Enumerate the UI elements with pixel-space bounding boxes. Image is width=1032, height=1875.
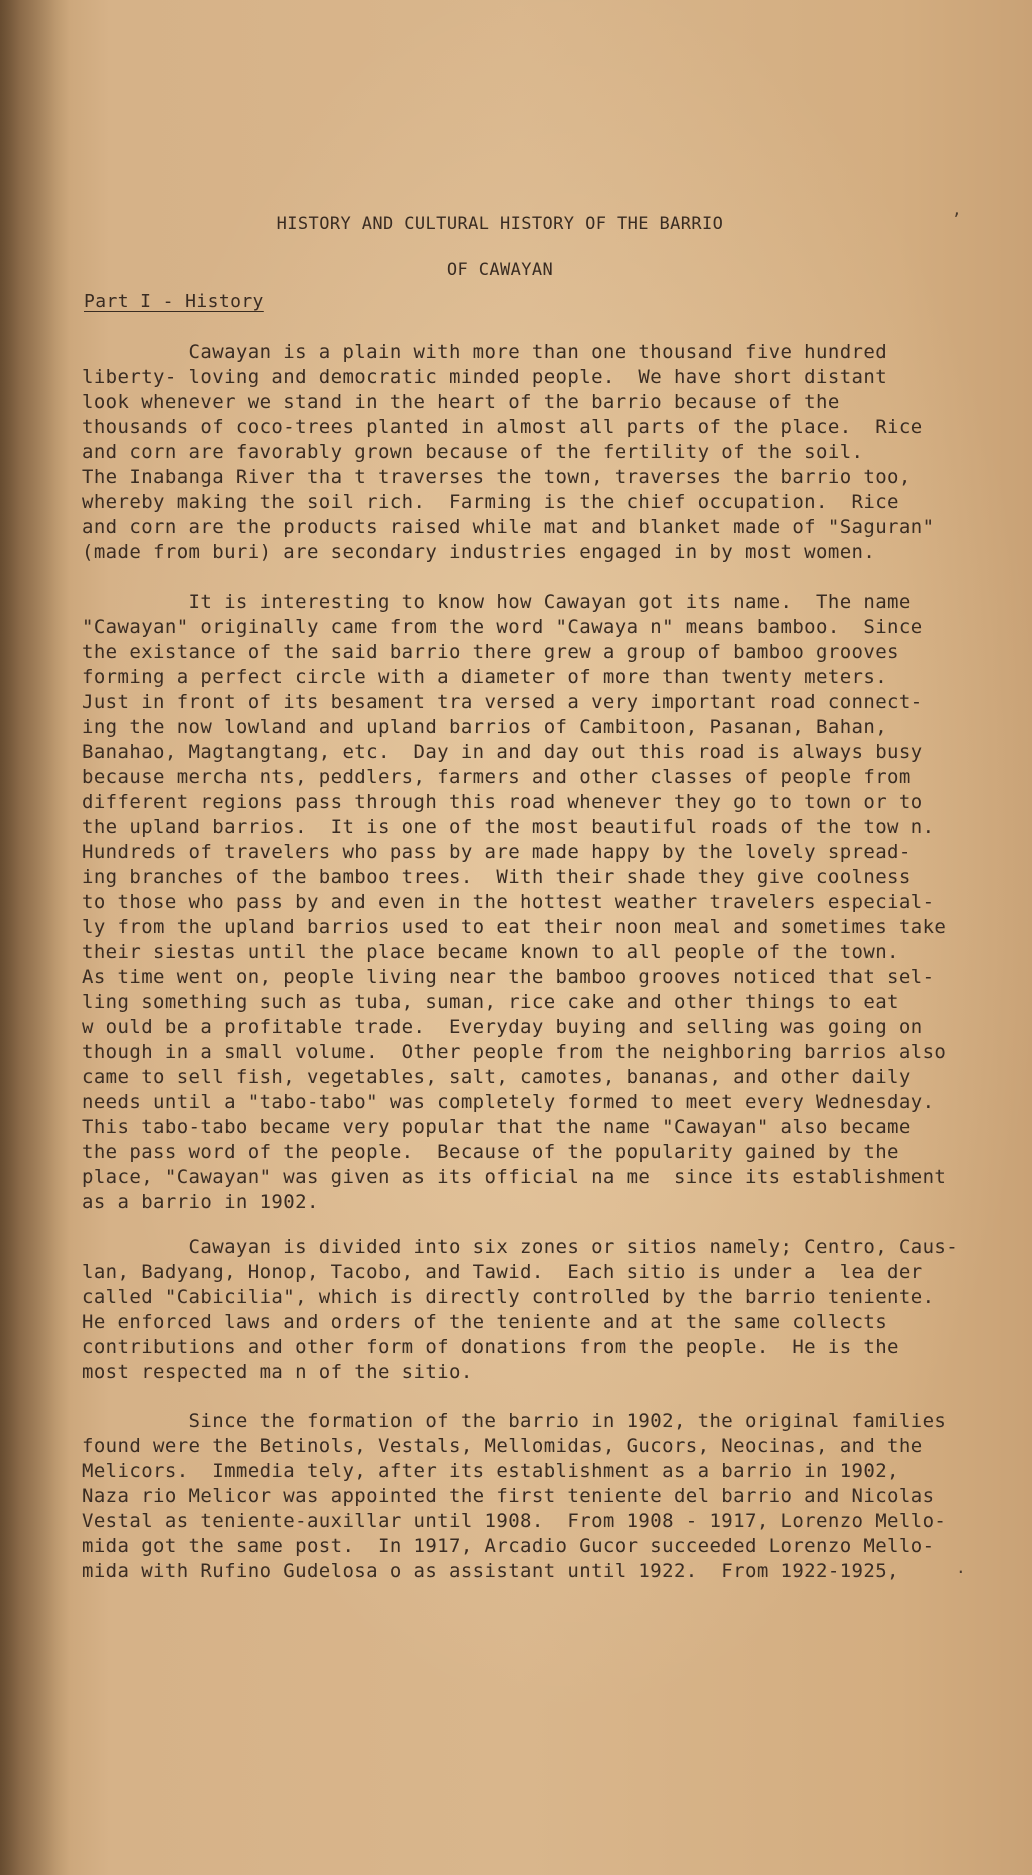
- text-line: mida got the same post. In 1917, Arcadio Gucor succeeded Lorenzo Mello-: [82, 1535, 935, 1557]
- text-line: different regions pass through this road whenever they go to town or to: [82, 791, 923, 813]
- text-line: and corn are favorably grown because of the fertility of the soil.: [82, 441, 864, 463]
- text-line: As time went on, people living near the bamboo grooves noticed that sel-: [82, 966, 935, 988]
- text-line: place, "Cawayan" was given as its official na me since its establishment: [82, 1166, 947, 1188]
- text-line: as a barrio in 1902.: [82, 1191, 319, 1213]
- text-line: Melicors. Immedia tely, after its establishment as a barrio in 1902,: [82, 1460, 899, 1482]
- text-line: forming a perfect circle with a diameter of more than twenty meters.: [82, 666, 888, 688]
- text-line: most respected ma n of the sitio.: [82, 1361, 473, 1383]
- text-line: the upland barrios. It is one of the most beautiful roads of the tow n.: [82, 816, 935, 838]
- text-line: He enforced laws and orders of the teniente and at the same collects: [82, 1311, 888, 1333]
- text-line: thousands of coco-trees planted in almost all parts of the place. Rice: [82, 416, 923, 438]
- text-line: ling something such as tuba, suman, rice cake and other things to eat: [82, 991, 899, 1013]
- paragraph-2: [82, 590, 982, 1215]
- page-edge-shadow: [0, 0, 70, 1875]
- text-line: the pass word of the people. Because of the popularity gained by the: [82, 1141, 899, 1163]
- paragraph-3: [82, 1235, 982, 1385]
- text-line: Cawayan is a plain with more than one thousand five hundred: [82, 341, 888, 363]
- text-line: mida with Rufino Gudelosa o as assistant until 1922. From 1922-1925,: [82, 1560, 899, 1582]
- text-line: Hundreds of travelers who pass by are made happy by the lovely spread-: [82, 841, 911, 863]
- paragraph-1: [82, 340, 982, 565]
- text-line: lan, Badyang, Honop, Tacobo, and Tawid. Each sitio is under a lea der: [82, 1261, 923, 1283]
- title-line-1: HISTORY AND CULTURAL HISTORY OF THE BARRIO: [276, 214, 724, 234]
- text-line: whereby making the soil rich. Farming is the chief occupation. Rice: [82, 491, 899, 513]
- text-line: "Cawayan" originally came from the word "Cawaya n" means bamboo. Since: [82, 616, 923, 638]
- text-line: liberty- loving and democratic minded people. We have short distant: [82, 366, 888, 388]
- title-line-2: OF CAWAYAN: [446, 260, 554, 280]
- text-line: (made from buri) are secondary industries engaged in by most women.: [82, 541, 876, 563]
- text-line: because mercha nts, peddlers, farmers and other classes of people from: [82, 766, 911, 788]
- text-line: though in a small volume. Other people from the neighboring barrios also: [82, 1041, 947, 1063]
- text-line: Vestal as teniente-auxillar until 1908. From 1908 - 1917, Lorenzo Mello-: [82, 1510, 947, 1532]
- part-heading: Part I - History: [84, 291, 264, 312]
- stray-mark: ,: [952, 200, 962, 219]
- text-line: and corn are the products raised while mat and blanket made of "Saguran": [82, 516, 935, 538]
- text-line: their siestas until the place became known to all people of the town.: [82, 941, 899, 963]
- text-line: look whenever we stand in the heart of the barrio because of the: [82, 391, 840, 413]
- document-title: [120, 190, 880, 305]
- text-line: called "Cabicilia", which is directly controlled by the barrio teniente.: [82, 1286, 935, 1308]
- text-line: It is interesting to know how Cawayan got its name. The name: [82, 591, 911, 613]
- paragraph-4: [82, 1409, 982, 1584]
- text-line: w ould be a profitable trade. Everyday buying and selling was going on: [82, 1016, 923, 1038]
- text-line: Since the formation of the barrio in 1902, the original families: [82, 1410, 947, 1432]
- text-line: ing the now lowland and upland barrios of Cambitoon, Pasanan, Bahan,: [82, 716, 888, 738]
- text-line: needs until a "tabo-tabo" was completely formed to meet every Wednesday.: [82, 1091, 935, 1113]
- text-line: Banahao, Magtangtang, etc. Day in and day out this road is always busy: [82, 741, 923, 763]
- text-line: ly from the upland barrios used to eat their noon meal and sometimes take: [82, 916, 947, 938]
- text-line: Naza rio Melicor was appointed the first teniente del barrio and Nicolas: [82, 1485, 935, 1507]
- text-line: came to sell fish, vegetables, salt, camotes, bananas, and other daily: [82, 1066, 911, 1088]
- text-line: This tabo-tabo became very popular that the name "Cawayan" also became: [82, 1116, 911, 1138]
- text-line: contributions and other form of donations from the people. He is the: [82, 1336, 899, 1358]
- text-line: Cawayan is divided into six zones or sitios namely; Centro, Caus-: [82, 1236, 959, 1258]
- text-line: ing branches of the bamboo trees. With their shade they give coolness: [82, 866, 911, 888]
- stray-mark: .: [956, 1558, 966, 1577]
- text-line: The Inabanga River tha t traverses the town, traverses the barrio too,: [82, 466, 911, 488]
- text-line: the existance of the said barrio there grew a group of bamboo grooves: [82, 641, 899, 663]
- text-line: found were the Betinols, Vestals, Mellomidas, Gucors, Neocinas, and the: [82, 1435, 923, 1457]
- text-line: to those who pass by and even in the hottest weather travelers especial-: [82, 891, 935, 913]
- text-line: Just in front of its besament tra versed a very important road connect-: [82, 691, 923, 713]
